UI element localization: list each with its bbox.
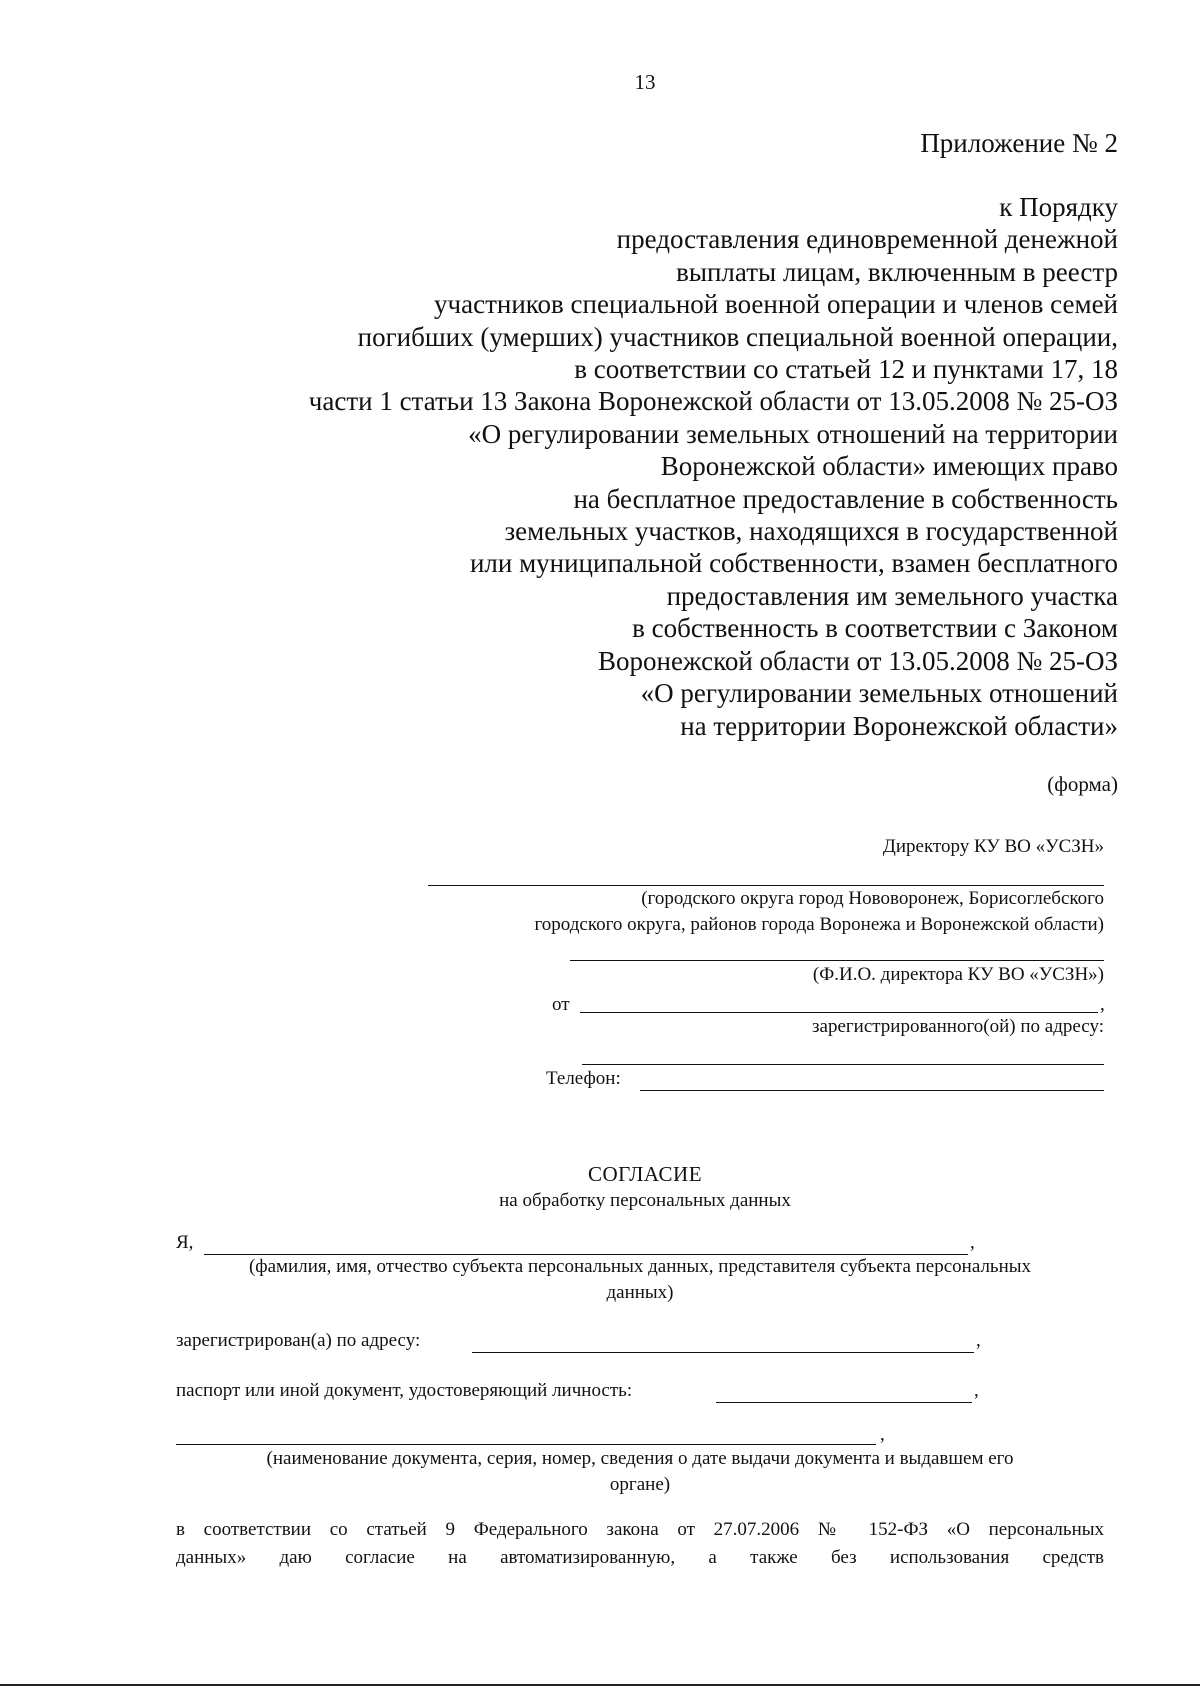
name-field[interactable] xyxy=(204,1254,968,1255)
procedure-line: «О регулировании земельных отношений на территории xyxy=(468,418,1118,449)
page-number: 13 xyxy=(634,70,656,94)
phone-label: Телефон: xyxy=(546,1068,621,1089)
director-name-field[interactable] xyxy=(570,960,1104,961)
appendix-title: Приложение № 2 xyxy=(920,128,1118,158)
passport-label: паспорт или иной документ, удостоверяющий личность: xyxy=(176,1380,633,1401)
comma: , xyxy=(880,1424,885,1445)
i-label: Я, xyxy=(176,1232,194,1253)
comma: , xyxy=(970,1232,975,1253)
paragraph-line: данных» даю согласие на автоматизированную, а также без использования средств xyxy=(176,1547,1104,1568)
district-hint: (городского округа город Нововоронеж, Борисоглебского xyxy=(641,888,1104,909)
consent-paragraph xyxy=(176,1516,1104,1572)
procedure-line: «О регулировании земельных отношений xyxy=(640,678,1118,709)
page-bottom-edge xyxy=(0,1684,1200,1686)
district-hint: городского округа, районов города Воронежа и Воронежской области) xyxy=(534,914,1104,935)
procedure-line: в собственность в соответствии с Законом xyxy=(632,613,1118,644)
procedure-line: предоставления единовременной денежной xyxy=(616,224,1118,255)
document-details-field[interactable] xyxy=(176,1444,876,1445)
consent-subtitle: на обработку персональных данных xyxy=(499,1190,791,1211)
consent-title: СОГЛАСИЕ xyxy=(587,1162,703,1186)
registered-address-field[interactable] xyxy=(472,1352,974,1353)
address-field[interactable] xyxy=(582,1064,1104,1065)
director-name-hint: (Ф.И.О. директора КУ ВО «УСЗН») xyxy=(812,964,1104,985)
procedure-line: предоставления им земельного участка xyxy=(666,580,1118,611)
addressee-director: Директору КУ ВО «УСЗН» xyxy=(882,836,1104,857)
procedure-line: в соответствии со статьей 12 и пунктами 17, 18 xyxy=(574,354,1118,385)
procedure-line: к Порядку xyxy=(999,192,1118,222)
address-label: зарегистрирован(а) по адресу: xyxy=(176,1330,421,1351)
passport-field[interactable] xyxy=(716,1402,972,1403)
district-field[interactable] xyxy=(428,885,1104,886)
procedure-reference xyxy=(309,191,1118,742)
procedure-line: Воронежской области от 13.05.2008 № 25-ОЗ xyxy=(597,645,1118,676)
procedure-line: земельных участков, находящихся в государственной xyxy=(504,516,1118,547)
document-hint: (наименование документа, серия, номер, сведения о дате выдачи документа и выдавшем его xyxy=(266,1448,1014,1469)
registered-label: зарегистрированного(ой) по адресу: xyxy=(812,1016,1104,1037)
form-label: (форма) xyxy=(1047,772,1118,796)
comma: , xyxy=(976,1330,981,1351)
paragraph-line: в соответствии со статьей 9 Федерального закона от 27.07.2006 № 152-ФЗ «О персональных xyxy=(176,1519,1104,1540)
name-hint: (фамилия, имя, отчество субъекта персональных данных, представителя субъекта персональных xyxy=(248,1256,1032,1277)
phone-field[interactable] xyxy=(640,1090,1104,1091)
procedure-line: Воронежской области» имеющих право xyxy=(660,451,1118,482)
procedure-line: погибших (умерших) участников специальной военной операции, xyxy=(357,321,1118,352)
comma: , xyxy=(1100,994,1105,1015)
procedure-line: на бесплатное предоставление в собственность xyxy=(573,483,1118,514)
procedure-line: или муниципальной собственности, взамен бесплатного xyxy=(469,548,1118,579)
from-label: от xyxy=(552,994,570,1015)
name-hint: данных) xyxy=(606,1282,674,1303)
procedure-line: выплаты лицам, включенным в реестр xyxy=(676,256,1118,287)
document-hint: органе) xyxy=(609,1474,671,1495)
procedure-line: участников специальной военной операции и членов семей xyxy=(434,289,1118,320)
procedure-line: части 1 статьи 13 Закона Воронежской области от 13.05.2008 № 25-ОЗ xyxy=(308,386,1118,417)
from-field[interactable] xyxy=(580,1012,1098,1013)
procedure-line: на территории Воронежской области» xyxy=(680,710,1118,741)
comma: , xyxy=(974,1380,979,1401)
